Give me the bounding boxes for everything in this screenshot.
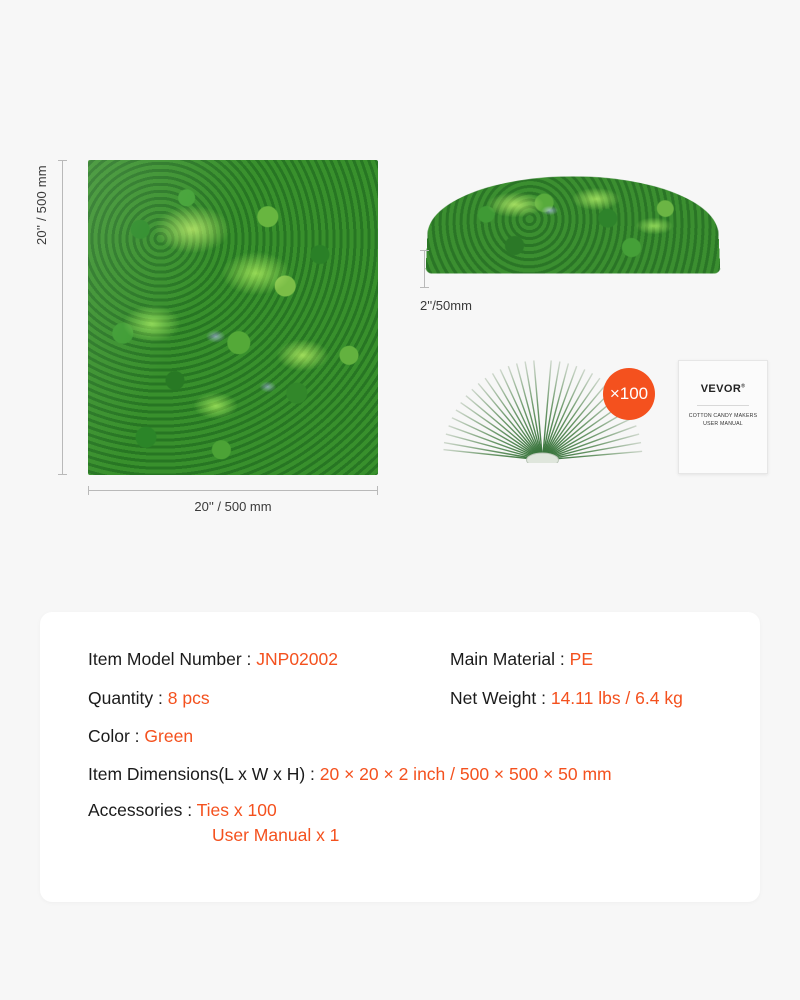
manual-title-line1: COTTON CANDY MAKERS bbox=[688, 413, 758, 419]
spec-net-weight bbox=[450, 687, 726, 711]
spec-label: Quantity : bbox=[88, 687, 163, 708]
spec-value-secondary: User Manual x 1 bbox=[212, 824, 340, 845]
spec-empty-cell bbox=[450, 725, 726, 749]
spec-label: Accessories : bbox=[88, 799, 193, 820]
spec-label: Main Material : bbox=[450, 649, 565, 669]
spec-value: 20 × 20 × 2 inch / 500 × 500 × 50 mm bbox=[319, 763, 612, 784]
height-dimension-line bbox=[62, 160, 63, 475]
panel-side-texture bbox=[425, 176, 720, 273]
ties-accessory-image bbox=[440, 360, 655, 470]
manual-brand-text: VEVOR bbox=[700, 383, 742, 395]
height-dimension-label: 20'' / 500 mm bbox=[34, 165, 49, 245]
manual-divider bbox=[697, 405, 749, 406]
manual-title-line2: USER MANUAL bbox=[703, 421, 743, 427]
thickness-dimension-label: 2''/50mm bbox=[420, 298, 472, 313]
spec-value: Ties x 100 bbox=[196, 799, 277, 820]
spec-value: PE bbox=[569, 649, 593, 669]
spec-value: Green bbox=[144, 726, 194, 747]
manual-brand-label bbox=[679, 383, 767, 395]
spec-label: Item Dimensions(L x W x H) : bbox=[88, 763, 315, 784]
spec-label: Net Weight : bbox=[450, 687, 546, 708]
width-dimension-label: 20'' / 500 mm bbox=[194, 499, 272, 514]
ties-quantity-badge: ×100 bbox=[603, 368, 655, 420]
spec-item-dimensions bbox=[88, 764, 726, 785]
manual-brand-mark: ® bbox=[741, 383, 746, 390]
spec-quantity bbox=[88, 687, 450, 711]
main-panel-image bbox=[88, 160, 378, 475]
spec-value: 8 pcs bbox=[167, 687, 210, 708]
spec-value: JNP02002 bbox=[256, 649, 338, 669]
side-view-image bbox=[428, 175, 718, 285]
spec-row bbox=[88, 687, 726, 711]
spec-row bbox=[88, 648, 726, 672]
spec-color bbox=[88, 725, 450, 749]
green-wall-panel-texture bbox=[88, 160, 378, 475]
spec-label: Color : bbox=[88, 726, 140, 747]
spec-main-material bbox=[450, 648, 726, 672]
user-manual-image bbox=[678, 360, 768, 474]
spec-accessories bbox=[88, 800, 726, 846]
width-dimension-line bbox=[88, 490, 378, 491]
spec-row bbox=[88, 725, 726, 749]
thickness-dimension-line bbox=[424, 250, 425, 288]
spec-label: Item Model Number : bbox=[88, 649, 252, 669]
spec-value: 14.11 lbs / 6.4 kg bbox=[550, 687, 683, 708]
specifications-list bbox=[88, 648, 726, 861]
specifications-card bbox=[40, 612, 760, 902]
spec-item-model-number bbox=[88, 648, 450, 672]
